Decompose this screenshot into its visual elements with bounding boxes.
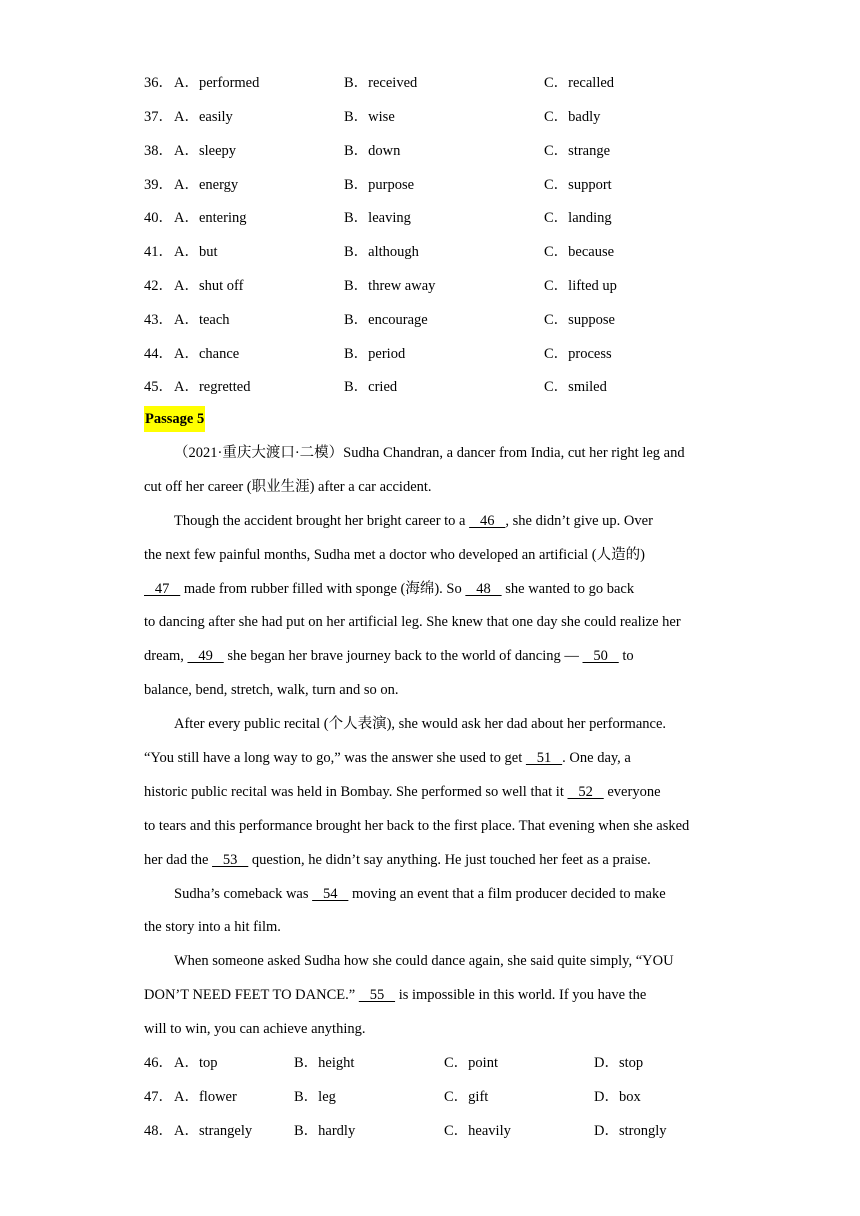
option-b: B．encourage — [344, 312, 428, 328]
passage-heading: Passage 5 — [144, 406, 205, 432]
option-b: B．hardly — [294, 1123, 356, 1139]
passage-line — [144, 776, 719, 810]
option-a: A．strangely — [174, 1123, 253, 1139]
question-number: 46． — [144, 1055, 173, 1071]
option-a: A．regretted — [174, 379, 251, 395]
question-number: 44． — [144, 346, 173, 362]
option-a: A．entering — [174, 210, 247, 226]
question-number: 37． — [144, 109, 173, 125]
question-number: 48． — [144, 1123, 173, 1139]
blank-47: 47 — [144, 580, 181, 597]
text-segment: her dad the — [144, 851, 213, 868]
question-number: 45． — [144, 379, 173, 395]
passage-line: the story into a hit film. — [144, 919, 281, 936]
passage-line: to tears and this performance brought her back to the first place. That evening when she asked — [144, 817, 690, 834]
text-segment: Sudha’s comeback was — [174, 885, 313, 902]
option-b: B．period — [344, 346, 406, 362]
text-segment: is impossible in this world. If you have the — [395, 987, 647, 1004]
question-number: 40． — [144, 210, 173, 226]
option-c: C．smiled — [544, 379, 607, 395]
option-c: C．strange — [544, 143, 611, 159]
text-segment: moving an event that a film producer decided to make — [348, 885, 666, 902]
blank-50: 50 — [582, 648, 619, 665]
option-c: C．suppose — [544, 312, 615, 328]
blank-52: 52 — [567, 783, 604, 800]
option-a: A．flower — [174, 1089, 237, 1105]
text-segment: she wanted to go back — [501, 580, 635, 597]
text-segment: everyone — [603, 783, 661, 800]
question-number: 36． — [144, 75, 173, 91]
passage-line: （2021·重庆大渡口·二模）Sudha Chandran, a dancer from India, cut her right leg and — [174, 445, 685, 461]
question-number: 42． — [144, 278, 173, 294]
passage-line: After every public recital (个人表演), she would ask her dad about her performance. — [174, 716, 667, 733]
question-number: 41． — [144, 244, 173, 260]
question-number: 39． — [144, 177, 173, 193]
option-c: C．badly — [544, 109, 601, 125]
option-b: B．down — [344, 143, 401, 159]
option-c: C．support — [544, 177, 612, 193]
option-a: A．top — [174, 1055, 218, 1071]
passage-line: When someone asked Sudha how she could dance again, she said quite simply, “YOU — [174, 953, 674, 970]
passage-line: to dancing after she had put on her artificial leg. She knew that one day she could realize her — [144, 614, 681, 631]
text-segment: historic public recital was held in Bombay. She performed so well that it — [144, 783, 568, 800]
blank-48: 48 — [465, 580, 502, 597]
passage-line: cut off her career (职业生涯) after a car accident. — [144, 478, 432, 495]
option-c: C．landing — [544, 210, 612, 226]
option-d: D．box — [594, 1089, 641, 1105]
option-a: A．performed — [174, 75, 260, 91]
blank-54: 54 — [312, 885, 349, 902]
blank-49: 49 — [187, 648, 224, 665]
option-b: B．purpose — [344, 177, 415, 193]
passage-line: will to win, you can achieve anything. — [144, 1021, 366, 1038]
option-b: B．received — [344, 75, 418, 91]
passage-line: the next few painful months, Sudha met a doctor who developed an artificial (人造的) — [144, 546, 645, 563]
text-segment: made from rubber filled with sponge (海绵). So — [180, 580, 466, 597]
option-c: C．point — [444, 1055, 498, 1071]
question-number: 43． — [144, 312, 173, 328]
option-a: A．teach — [174, 312, 230, 328]
option-b: B．leaving — [344, 210, 411, 226]
blank-51: 51 — [525, 750, 563, 767]
question-number: 47． — [144, 1089, 173, 1105]
option-b: B．wise — [344, 109, 395, 125]
question-number: 38． — [144, 143, 173, 159]
text-segment: dream, — [144, 648, 188, 665]
passage-line — [144, 505, 719, 539]
option-a: A．sleepy — [174, 143, 237, 159]
text-segment: she began her brave journey back to the world of dancing — — [223, 648, 583, 665]
text-segment: to — [618, 648, 634, 665]
option-c: C．recalled — [544, 75, 615, 91]
option-b: B．leg — [294, 1089, 336, 1105]
option-b: B．cried — [344, 379, 398, 395]
passage-line — [144, 878, 719, 912]
text-segment: . One day, a — [562, 750, 631, 767]
passage-line — [144, 742, 719, 776]
option-c: C．lifted up — [544, 278, 617, 294]
passage-line — [144, 573, 719, 607]
text-segment: , she didn’t give up. Over — [505, 512, 653, 529]
text-segment: Though the accident brought her bright career to a — [174, 512, 470, 529]
option-d: D．strongly — [594, 1123, 667, 1139]
passage-line: balance, bend, stretch, walk, turn and so on. — [144, 682, 399, 699]
passage-line — [144, 979, 719, 1013]
passage-line — [144, 844, 719, 878]
option-a: A．chance — [174, 346, 240, 362]
text-segment: question, he didn’t say anything. He just touched her feet as a praise. — [248, 851, 651, 868]
text-segment: DON’T NEED FEET TO DANCE.” — [144, 987, 359, 1004]
option-b: B．threw away — [344, 278, 436, 294]
blank-53: 53 — [212, 851, 249, 868]
option-c: C．heavily — [444, 1123, 511, 1139]
option-c: C．gift — [444, 1089, 489, 1105]
option-c: C．process — [544, 346, 612, 362]
passage-line — [144, 640, 719, 674]
option-b: B．height — [294, 1055, 355, 1071]
option-a: A．energy — [174, 177, 239, 193]
text-segment: “You still have a long way to go,” was the answer she used to get — [144, 750, 526, 767]
option-a: A．shut off — [174, 278, 244, 294]
option-d: D．stop — [594, 1055, 644, 1071]
blank-55: 55 — [358, 987, 396, 1004]
option-b: B．although — [344, 244, 419, 260]
option-c: C．because — [544, 244, 615, 260]
passage-body — [144, 437, 719, 1047]
blank-46: 46 — [469, 512, 506, 529]
option-a: A．easily — [174, 109, 233, 125]
option-a: A．but — [174, 244, 218, 260]
